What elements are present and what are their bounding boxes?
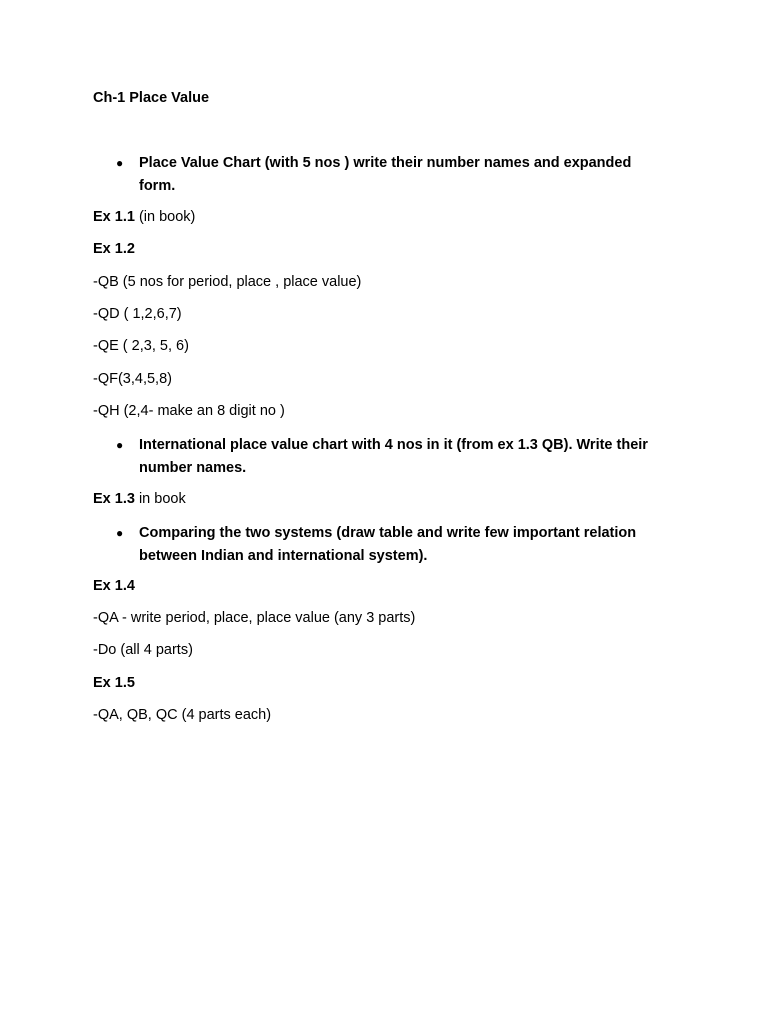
exercise-1-2-item: -QH (2,4- make an 8 digit no ) [93, 403, 285, 419]
exercise-1-4-heading: Ex 1.4 [93, 578, 135, 594]
bullet-text: International place value chart with 4 nos in it (from ex 1.3 QB). Write their number names. [139, 437, 648, 476]
exercise-1-2-item: -QF(3,4,5,8) [93, 371, 172, 387]
exercise-1-5-heading: Ex 1.5 [93, 675, 135, 691]
exercise-label: Ex 1.1 [93, 209, 135, 225]
chapter-title: Ch-1 Place Value [93, 90, 210, 106]
bullet-text: Comparing the two systems (draw table and write few important relation between Indian and international system). [139, 525, 637, 564]
exercise-1-4-item: -Do (all 4 parts) [93, 642, 193, 658]
exercise-1-2-item: -QB (5 nos for period, place , place value) [93, 274, 362, 290]
exercise-note: in book [134, 491, 186, 507]
bullet-icon: ● [116, 438, 124, 452]
exercise-1-2-heading: Ex 1.2 [93, 241, 135, 257]
exercise-1-1-line [93, 207, 195, 227]
bullet-item-comparing-systems [116, 522, 676, 568]
exercise-1-2-item: -QE ( 2,3, 5, 6) [93, 338, 189, 354]
bullet-icon: ● [116, 526, 124, 540]
exercise-1-2-item: -QD ( 1,2,6,7) [93, 306, 182, 322]
exercise-1-3-line [93, 489, 186, 509]
bullet-item-place-value-chart [116, 152, 676, 198]
bullet-icon: ● [116, 156, 124, 170]
exercise-label: Ex 1.3 [93, 491, 135, 507]
exercise-note: (in book) [134, 209, 196, 225]
exercise-1-5-item: -QA, QB, QC (4 parts each) [93, 707, 272, 723]
bullet-text: Place Value Chart (with 5 nos ) write their number names and expanded form. [139, 155, 632, 194]
bullet-item-international-chart [116, 434, 676, 480]
exercise-1-4-item: -QA - write period, place, place value (any 3 parts) [93, 610, 416, 626]
